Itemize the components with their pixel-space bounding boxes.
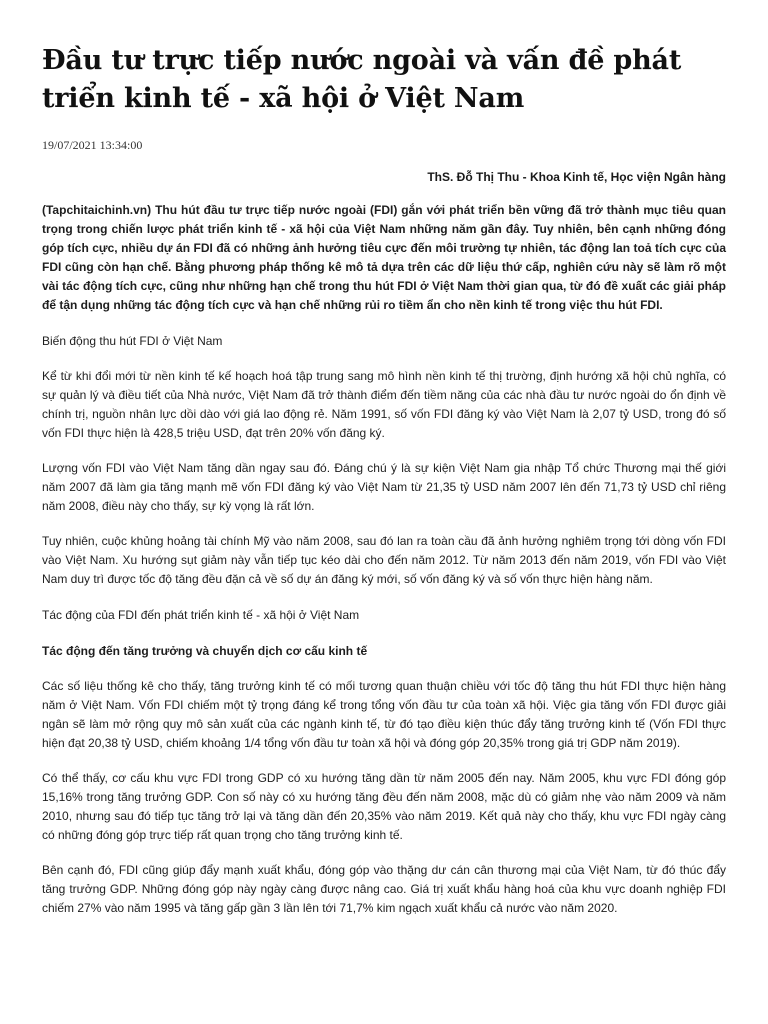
paragraph: Lượng vốn FDI vào Việt Nam tăng dần ngay sau đó. Đáng chú ý là sự kiện Việt Nam gia nhập Tổ chức Thương mại thế giới năm 2007 đã làm gia tăng mạnh mẽ vốn FDI đăng ký vào Việt Nam từ 21,35 tỷ USD năm 2007 lên đến 71,73 tỷ USD chỉ riêng năm 2008, điều này cho thấy, sự kỳ vọng là rất lớn. [42,461,726,513]
section-heading-fdi-impact: Tác động của FDI đến phát triển kinh tế - xã hội ở Việt Nam [42,608,360,622]
article-title: Đầu tư trực tiếp nước ngoài và vấn đề phát triển kinh tế - xã hội ở Việt Nam [42,45,682,114]
section-heading-fdi-trend: Biến động thu hút FDI ở Việt Nam [42,334,223,348]
lead-paragraph: (Tapchitaichinh.vn) Thu hút đầu tư trực tiếp nước ngoài (FDI) gắn với phát triển bền vững đã trở thành mục tiêu quan trọng trong chiến lược phát triển kinh tế - xã hội của Việt Nam những năm gần đây. Tuy nhiên, bên cạnh những đóng góp tích cực, nhiều dự án FDI đã có những ảnh hưởng tiêu cực đến môi trường tự nhiên, tác động lan toả tích cực của FDI cũng còn hạn chế. Bằng phương pháp thống kê mô tả dựa trên các dữ liệu thứ cấp, nghiên cứu này sẽ làm rõ một vài tác động tích cực, cũng như những hạn chế trong thu hút FDI ở Việt Nam thời gian qua, từ đó đề xuất các giải pháp để tận dụng những tác động tích cực và hạn chế những rủi ro tiềm ẩn cho nền kinh tế trong việc thu hút FDI. [42,203,726,312]
paragraph: Tuy nhiên, cuộc khủng hoảng tài chính Mỹ vào năm 2008, sau đó lan ra toàn cầu đã ảnh hưởng nghiêm trọng tới dòng vốn FDI vào Việt Nam. Xu hướng sụt giảm này vẫn tiếp tục kéo dài cho đến năm 2012. Từ năm 2013 đến năm 2019, vốn FDI vào Việt Nam duy trì được tốc độ tăng đều đặn cả về số dự án đăng ký mới, số vốn đăng ký và số vốn thực hiện hàng năm. [42,534,726,586]
paragraph: Kể từ khi đổi mới từ nền kinh tế kế hoạch hoá tập trung sang mô hình nền kinh tế thị trường, định hướng xã hội chủ nghĩa, có sự quản lý và điều tiết của Nhà nước, Việt Nam đã trở thành điểm đến tiềm năng của các nhà đầu tư nước ngoài do ổn định về chính trị, nguồn nhân lực dồi dào với giá lao động rẻ. Năm 1991, số vốn FDI đăng ký vào Việt Nam là 2,07 tỷ USD, trong đó số vốn FDI thực hiện là 428,5 triệu USD, đạt trên 20% vốn đăng ký. [42,369,726,440]
paragraph: Bên cạnh đó, FDI cũng giúp đẩy mạnh xuất khẩu, đóng góp vào thặng dư cán cân thương mại của Việt Nam, từ đó thúc đẩy tăng trưởng GDP. Những đóng góp này ngày càng được nâng cao. Giá trị xuất khẩu hàng hoá của khu vực doanh nghiệp FDI chiếm 27% vào năm 1995 và tăng gấp gần 3 lần lên tới 71,7% kim ngạch xuất khẩu cả nước vào năm 2020. [42,863,726,915]
paragraph: Có thể thấy, cơ cấu khu vực FDI trong GDP có xu hướng tăng dần từ năm 2005 đến nay. Năm 2005, khu vực FDI đóng góp 15,16% trong tăng trưởng GDP. Con số này có xu hướng tăng đều đến năm 2008, mặc dù có giảm nhẹ vào năm 2009 và năm 2010, nhưng sau đó tiếp tục tăng trở lại và tăng dần đến 20,35% vào năm 2019. Kết quả này cho thấy, khu vực FDI ngày càng có những đóng góp trực tiếp rất quan trọng cho tăng trưởng kinh tế. [42,771,726,842]
publish-date: 19/07/2021 13:34:00 [42,138,143,152]
article [42,0,726,918]
author-byline: ThS. Đỗ Thị Thu - Khoa Kinh tế, Học viện Ngân hàng [427,170,726,184]
subsection-heading-growth: Tác động đến tăng trưởng và chuyển dịch cơ cấu kinh tế [42,644,368,658]
paragraph: Các số liệu thống kê cho thấy, tăng trưởng kinh tế có mối tương quan thuận chiều với tốc độ tăng thu hút FDI thực hiện hàng năm ở Việt Nam. Vốn FDI chiếm một tỷ trọng đáng kể trong tổng vốn đầu tư của toàn xã hội. Việc gia tăng vốn FDI được giải ngân sẽ làm mở rộng quy mô sản xuất của các ngành kinh tế, từ đó tạo điều kiện thúc đẩy tăng trưởng kinh tế (Vốn FDI thực hiện đạt 20,38 tỷ USD, chiếm khoảng 1/4 tổng vốn đầu tư toàn xã hội và đóng góp 20,35% trong giá trị GDP năm 2019). [42,679,726,750]
